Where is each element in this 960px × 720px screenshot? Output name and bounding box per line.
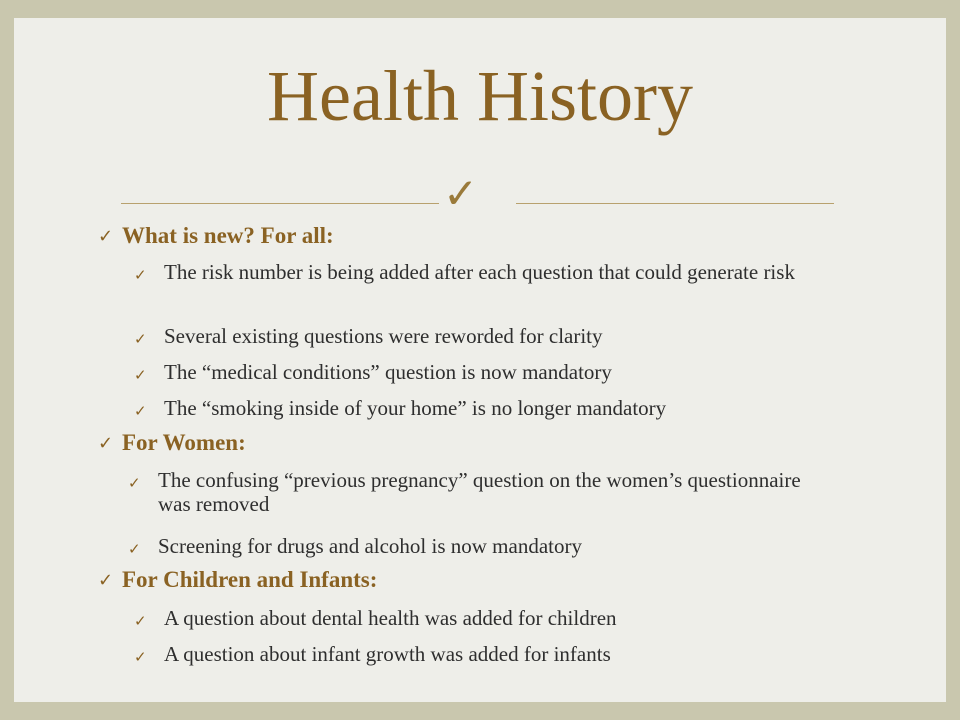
list-item-text: The “medical conditions” question is now mandatory [164, 360, 612, 384]
list-item [134, 642, 611, 666]
title-divider-left [121, 203, 439, 204]
bullet-icon: ✓ [134, 266, 147, 284]
list-item [134, 606, 617, 630]
list-item-text: A question about dental health was added for children [164, 606, 617, 630]
bullet-icon: ✓ [128, 540, 141, 558]
bullet-icon: ✓ [134, 402, 147, 420]
title-divider-right [516, 203, 834, 204]
bullet-icon: ✓ [134, 366, 147, 384]
bullet-icon: ✓ [134, 612, 147, 630]
list-item [134, 324, 603, 348]
ornament-icon: ✓ [443, 172, 479, 218]
section-heading-women [100, 430, 246, 456]
list-item [134, 396, 666, 420]
list-item [134, 260, 844, 284]
bullet-icon: ✓ [98, 226, 114, 247]
bullet-icon: ✓ [134, 330, 147, 348]
section-heading-children [100, 567, 377, 593]
list-item-text: Several existing questions were reworded for clarity [164, 324, 603, 348]
section-heading-all [100, 223, 334, 249]
section-heading-text: For Children and Infants: [122, 567, 378, 592]
list-item [134, 360, 612, 384]
list-item [128, 468, 838, 516]
bullet-icon: ✓ [98, 570, 114, 591]
list-item-text: The “smoking inside of your home” is no longer mandatory [164, 396, 667, 420]
section-heading-text: What is new? For all: [122, 223, 334, 248]
list-item [128, 534, 582, 558]
list-item-text: The confusing “previous pregnancy” question on the women’s questionnaire was removed [158, 468, 801, 516]
bullet-icon: ✓ [98, 433, 114, 454]
list-item-text: Screening for drugs and alcohol is now mandatory [158, 534, 582, 558]
list-item-text: The risk number is being added after each question that could generate risk [164, 260, 795, 284]
bullet-icon: ✓ [134, 648, 147, 666]
slide-title: Health History [267, 56, 693, 136]
bullet-icon: ✓ [128, 474, 141, 492]
section-heading-text: For Women: [122, 430, 246, 455]
list-item-text: A question about infant growth was added for infants [164, 642, 611, 666]
